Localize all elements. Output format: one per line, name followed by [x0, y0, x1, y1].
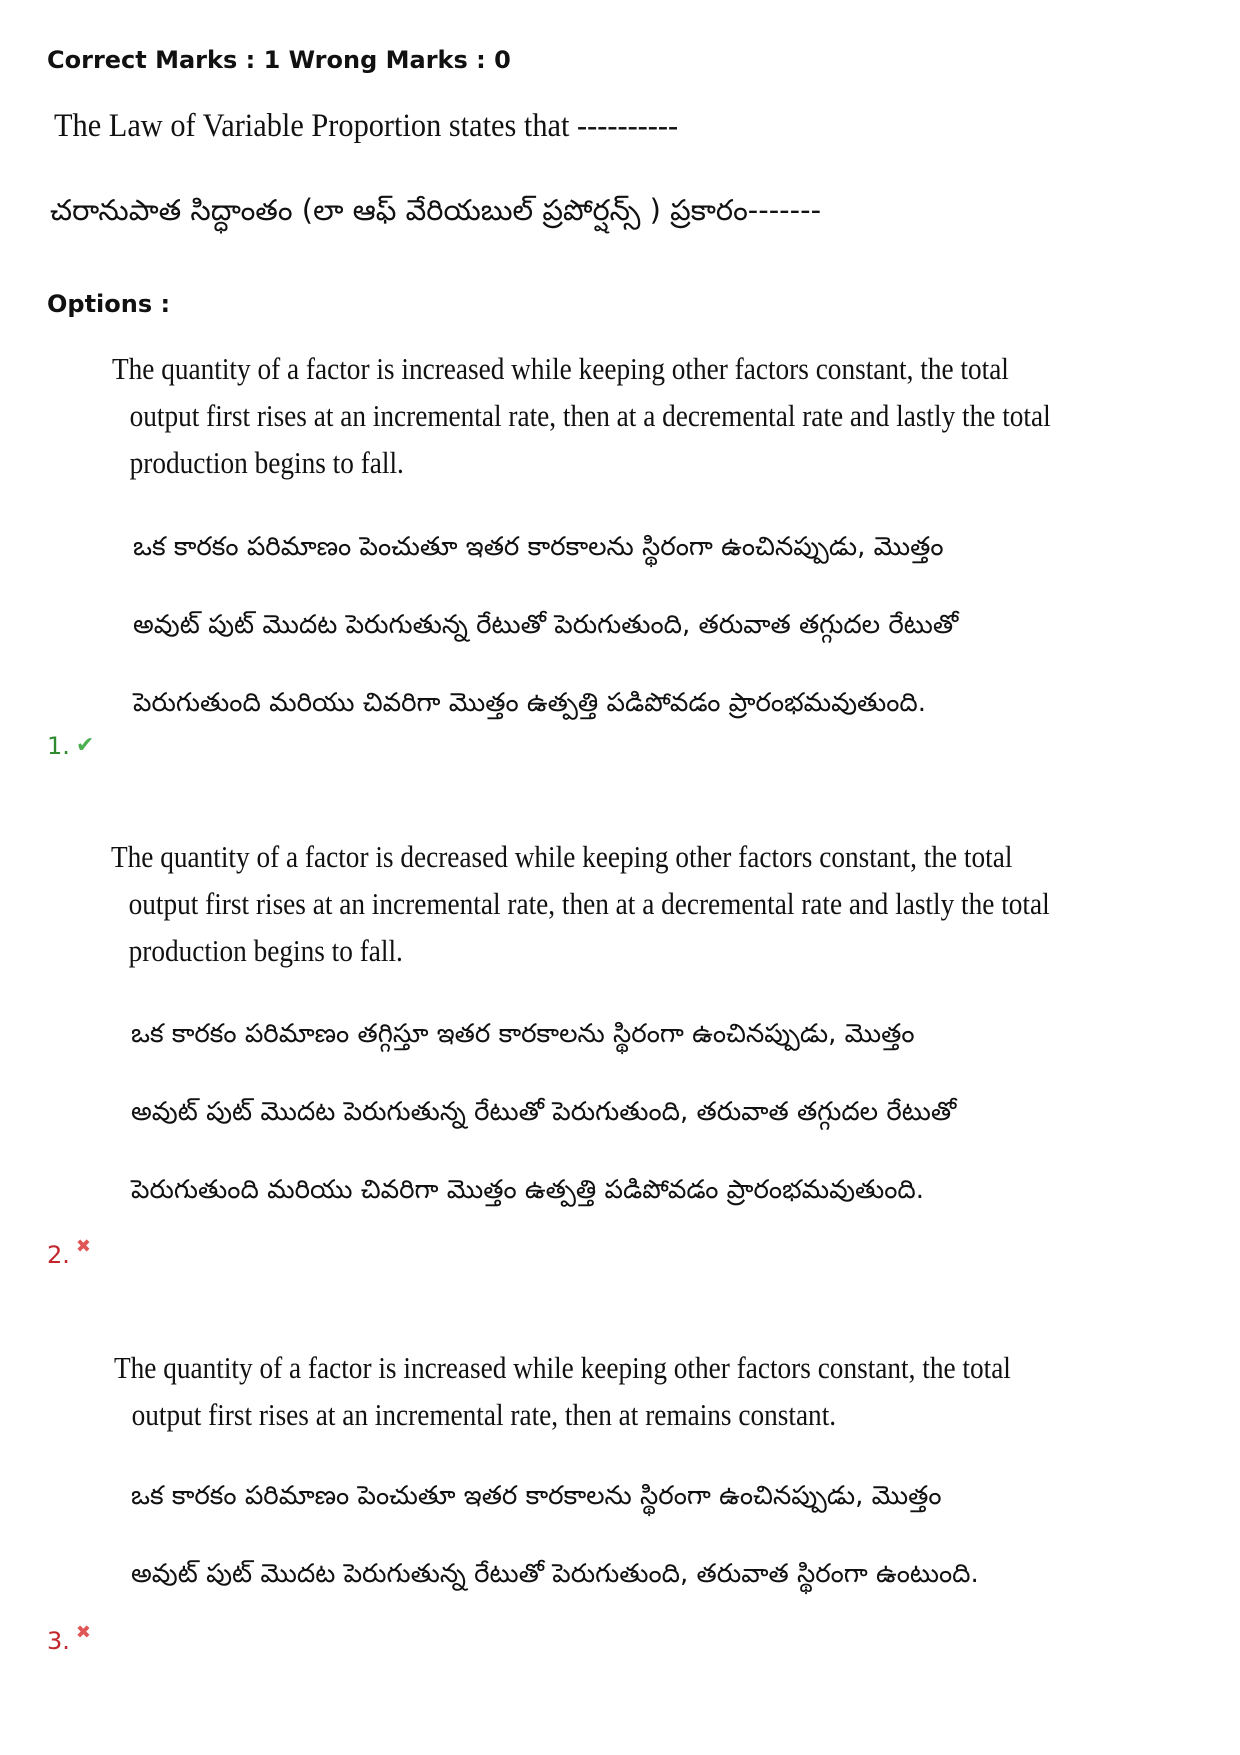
option-line: The quantity of a factor is increased while keeping other factors constant, the total [112, 351, 1009, 386]
option-line: అవుట్ పుట్ మొదట పెరుగుతున్న రేటుతో పెరుగుతుంది, తరువాత తగ్గుదల రేటుతో [131, 1097, 957, 1127]
option-number: 2. [47, 1241, 70, 1269]
question-telugu: చరానుపాత సిద్ధాంతం (లా ఆఫ్ వేరియబుల్ ప్రపోర్షన్స్ ) ప్రకారం------- [50, 193, 822, 227]
option-line: ఒక కారకం పరిమాణం పెంచుతూ ఇతర కారకాలను స్థిరంగా ఉంచినప్పుడు, మొత్తం [131, 1481, 942, 1511]
option-number: 3. [47, 1627, 70, 1655]
option-line: పెరుగుతుంది మరియు చివరిగా మొత్తం ఉత్పత్తి పడిపోవడం ప్రారంభమవుతుంది. [131, 1175, 925, 1205]
option-2-number [47, 1236, 91, 1269]
marks-header: Correct Marks : 1 Wrong Marks : 0 [47, 46, 511, 74]
option-2-telugu [131, 995, 956, 1229]
cross-icon: ✖ [75, 1622, 91, 1643]
option-line: output first rises at an incremental rate, then at a decremental rate and lastly the total [128, 886, 1050, 921]
check-icon: ✔ [75, 733, 95, 758]
cross-icon: ✖ [75, 1236, 91, 1257]
options-label: Options : [47, 290, 171, 318]
option-line: production begins to fall. [129, 445, 404, 480]
option-number: 1. [47, 732, 70, 760]
option-1-english [112, 345, 1051, 486]
option-1-number [47, 732, 94, 760]
option-2-english [111, 833, 1050, 974]
option-3-number [47, 1622, 91, 1655]
option-line: ఒక కారకం పరిమాణం పెంచుతూ ఇతర కారకాలను స్థిరంగా ఉంచినప్పుడు, మొత్తం [133, 532, 944, 562]
option-line: The quantity of a factor is decreased while keeping other factors constant, the total [111, 839, 1013, 874]
option-line: అవుట్ పుట్ మొదట పెరుగుతున్న రేటుతో పెరుగుతుంది, తరువాత స్థిరంగా ఉంటుంది. [131, 1559, 979, 1589]
option-1-telugu [133, 508, 958, 742]
option-line: output first rises at an incremental rate, then at a decremental rate and lastly the total [129, 398, 1051, 433]
option-3-telugu [131, 1457, 979, 1613]
option-line: production begins to fall. [128, 933, 403, 968]
option-3-english [114, 1344, 1011, 1438]
option-line: ఒక కారకం పరిమాణం తగ్గిస్తూ ఇతర కారకాలను స్థిరంగా ఉంచినప్పుడు, మొత్తం [131, 1019, 915, 1049]
option-line: output first rises at an incremental rate, then at remains constant. [131, 1397, 837, 1432]
option-line: అవుట్ పుట్ మొదట పెరుగుతున్న రేటుతో పెరుగుతుంది, తరువాత తగ్గుదల రేటుతో [133, 610, 959, 640]
question-english: The Law of Variable Proportion states that ---------- [54, 108, 679, 144]
option-line: పెరుగుతుంది మరియు చివరిగా మొత్తం ఉత్పత్తి పడిపోవడం ప్రారంభమవుతుంది. [133, 688, 927, 718]
option-line: The quantity of a factor is increased while keeping other factors constant, the total [114, 1350, 1011, 1385]
